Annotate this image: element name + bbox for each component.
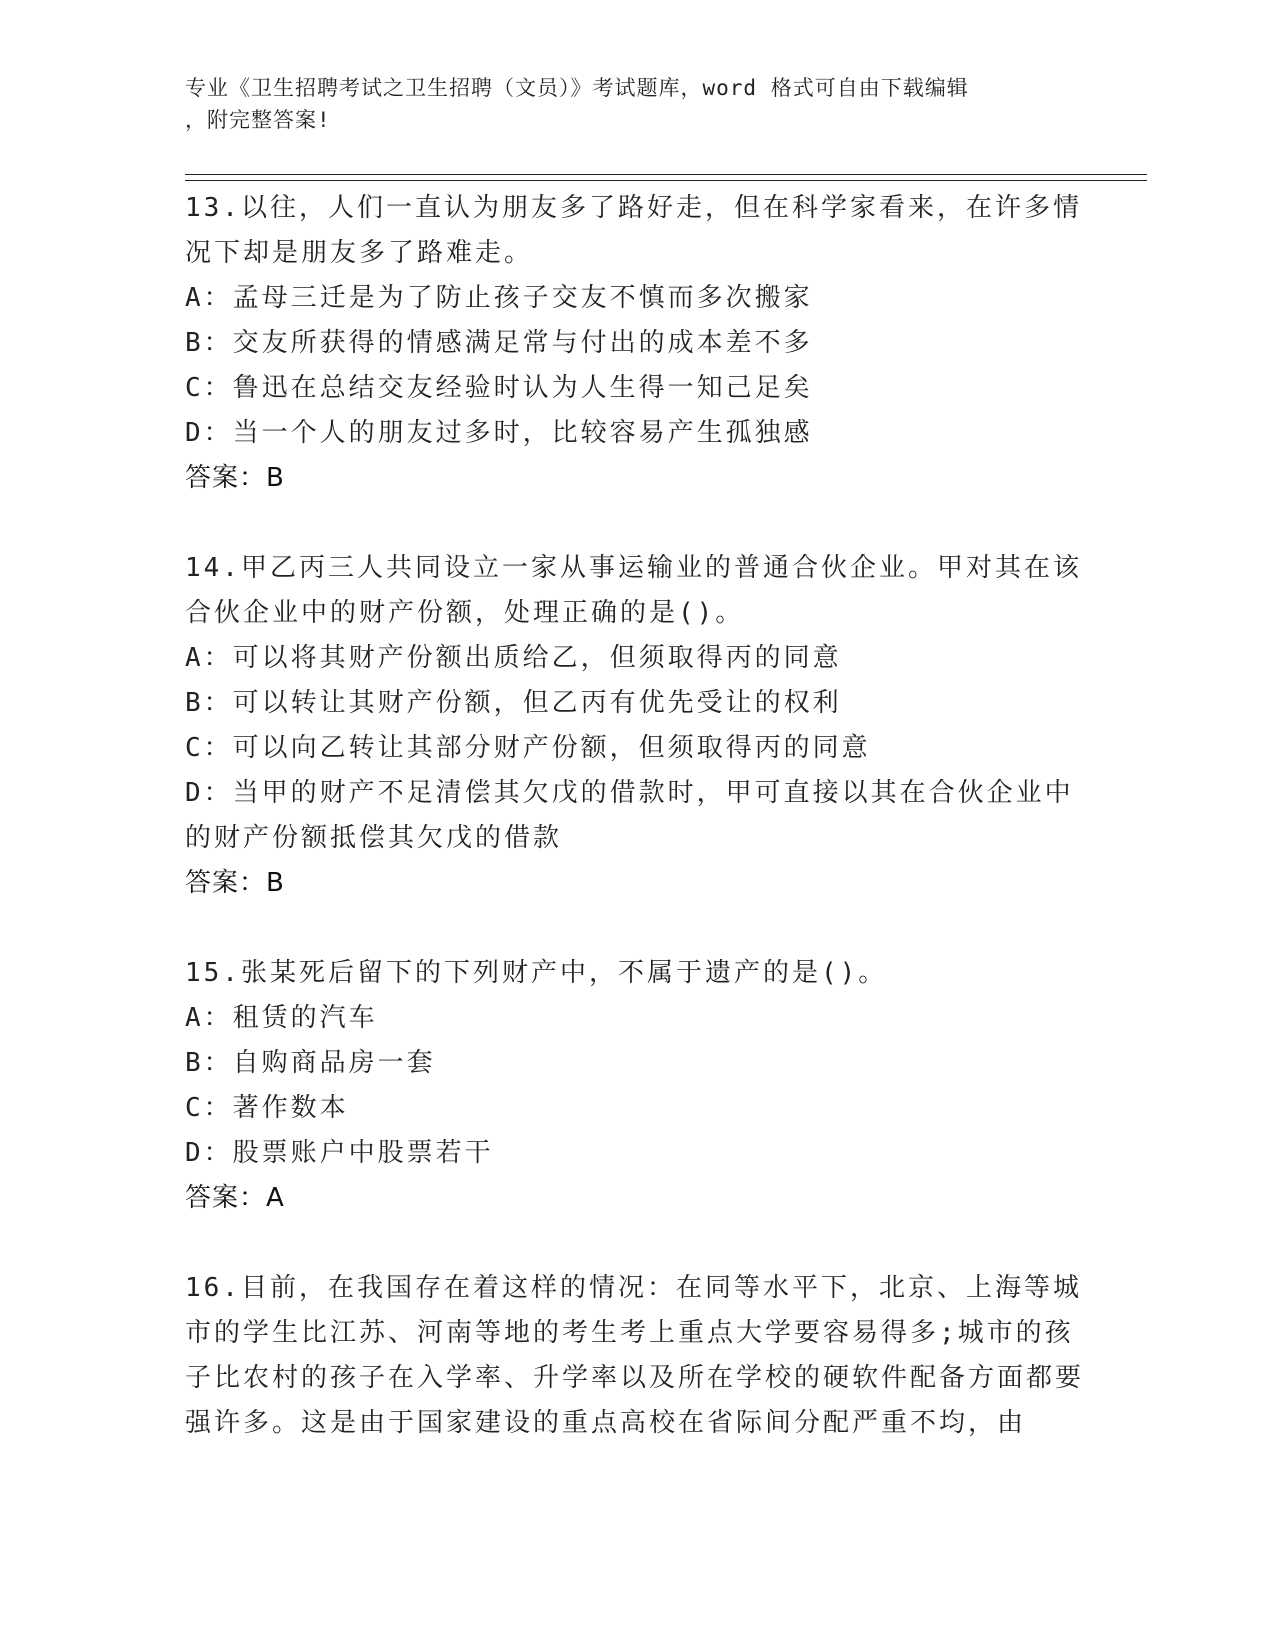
document-header: [185, 72, 1085, 136]
question-stem: 15.张某死后留下的下列财产中，不属于遗产的是()。: [185, 958, 888, 988]
option-b: B：可以转让其财产份额，但乙丙有优先受让的权利: [185, 688, 842, 718]
option-a: A：可以将其财产份额出质给乙，但须取得丙的同意: [185, 643, 842, 673]
question-13: [185, 186, 1085, 501]
header-divider-top: [185, 174, 1147, 175]
option-b: B：自购商品房一套: [185, 1048, 436, 1078]
question-stem: 14.甲乙丙三人共同设立一家从事运输业的普通合伙企业。甲对其在该合伙企业中的财产份额，处理正确的是()。: [185, 553, 1082, 628]
option-d: D：当一个人的朋友过多时，比较容易产生孤独感: [185, 418, 813, 448]
question-16: [185, 1266, 1085, 1446]
header-divider-bottom: [185, 180, 1147, 181]
answer-label: 答案：B: [185, 463, 285, 493]
question-list: [185, 186, 1085, 1491]
option-d: D：当甲的财产不足清偿其欠戊的借款时，甲可直接以其在合伙企业中的财产份额抵偿其欠戊的借款: [185, 778, 1074, 853]
option-a: A：租赁的汽车: [185, 1003, 378, 1033]
header-line-1: 专业《卫生招聘考试之卫生招聘（文员）》考试题库，word 格式可自由下载编辑: [185, 76, 969, 100]
question-14: [185, 546, 1085, 906]
option-c: C：著作数本: [185, 1093, 349, 1123]
answer-label: 答案：A: [185, 1183, 285, 1213]
option-c: C：可以向乙转让其部分财产份额，但须取得丙的同意: [185, 733, 871, 763]
header-line-2: ，附完整答案!: [185, 108, 331, 132]
option-d: D：股票账户中股票若干: [185, 1138, 494, 1168]
question-15: [185, 951, 1085, 1221]
option-a: A：孟母三迁是为了防止孩子交友不慎而多次搬家: [185, 283, 813, 313]
question-stem: 16.目前，在我国存在着这样的情况：在同等水平下，北京、上海等城市的学生比江苏、河南等地的考生考上重点大学要容易得多;城市的孩子比农村的孩子在入学率、升学率以及所在学校的硬软件配备方面都要强许多。这是由于国家建设的重点高校在省际间分配严重不均，由: [185, 1273, 1085, 1438]
option-c: C：鲁迅在总结交友经验时认为人生得一知己足矣: [185, 373, 813, 403]
answer-label: 答案：B: [185, 868, 285, 898]
question-stem: 13.以往，人们一直认为朋友多了路好走，但在科学家看来，在许多情况下却是朋友多了路难走。: [185, 193, 1082, 268]
option-b: B：交友所获得的情感满足常与付出的成本差不多: [185, 328, 813, 358]
